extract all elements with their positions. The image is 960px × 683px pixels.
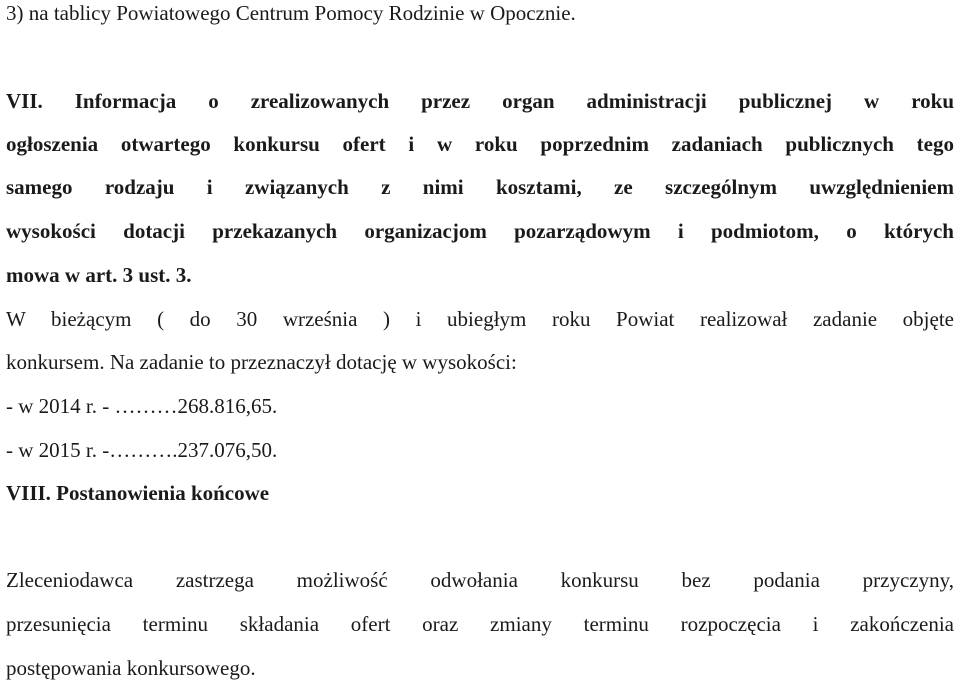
section-vii-heading-line-3: samego rodzaju i związanych z nimi kosztami, ze szczególnym uwzględnieniem (6, 175, 954, 199)
section-viii-heading: VIII. Postanowienia końcowe (6, 481, 270, 505)
section-vii-heading-line-4: wysokości dotacji przekazanych organizacjom pozarządowym i podmiotom, o których (6, 219, 954, 243)
section-vii-body-line-2: konkursem. Na zadanie to przeznaczył dotację w wysokości: (6, 350, 517, 374)
section-vii-heading-line-1: VII. Informacja o zrealizowanych przez organ administracji publicznej w roku (6, 89, 954, 113)
list-item-3: 3) na tablicy Powiatowego Centrum Pomocy Rodzinie w Opocznie. (6, 1, 576, 25)
section-vii-heading-line-2: ogłoszenia otwartego konkursu ofert i w roku poprzednim zadaniach publicznych tego (6, 132, 954, 156)
section-vii-body-line-1: W bieżącym ( do 30 września ) i ubiegłym roku Powiat realizował zadanie objęte (6, 307, 954, 331)
amount-2014: - w 2014 r. - ………268.816,65. (6, 394, 278, 418)
amount-2015: - w 2015 r. -……….237.076,50. (6, 438, 278, 462)
section-viii-line-1: Zleceniodawca zastrzega możliwość odwołania konkursu bez podania przyczyny, (6, 568, 954, 592)
section-viii-line-3: postępowania konkursowego. (6, 656, 256, 680)
section-vii-heading-line-5: mowa w art. 3 ust. 3. (6, 263, 192, 287)
section-viii-line-2: przesunięcia terminu składania ofert oraz zmiany terminu rozpoczęcia i zakończenia (6, 612, 954, 636)
